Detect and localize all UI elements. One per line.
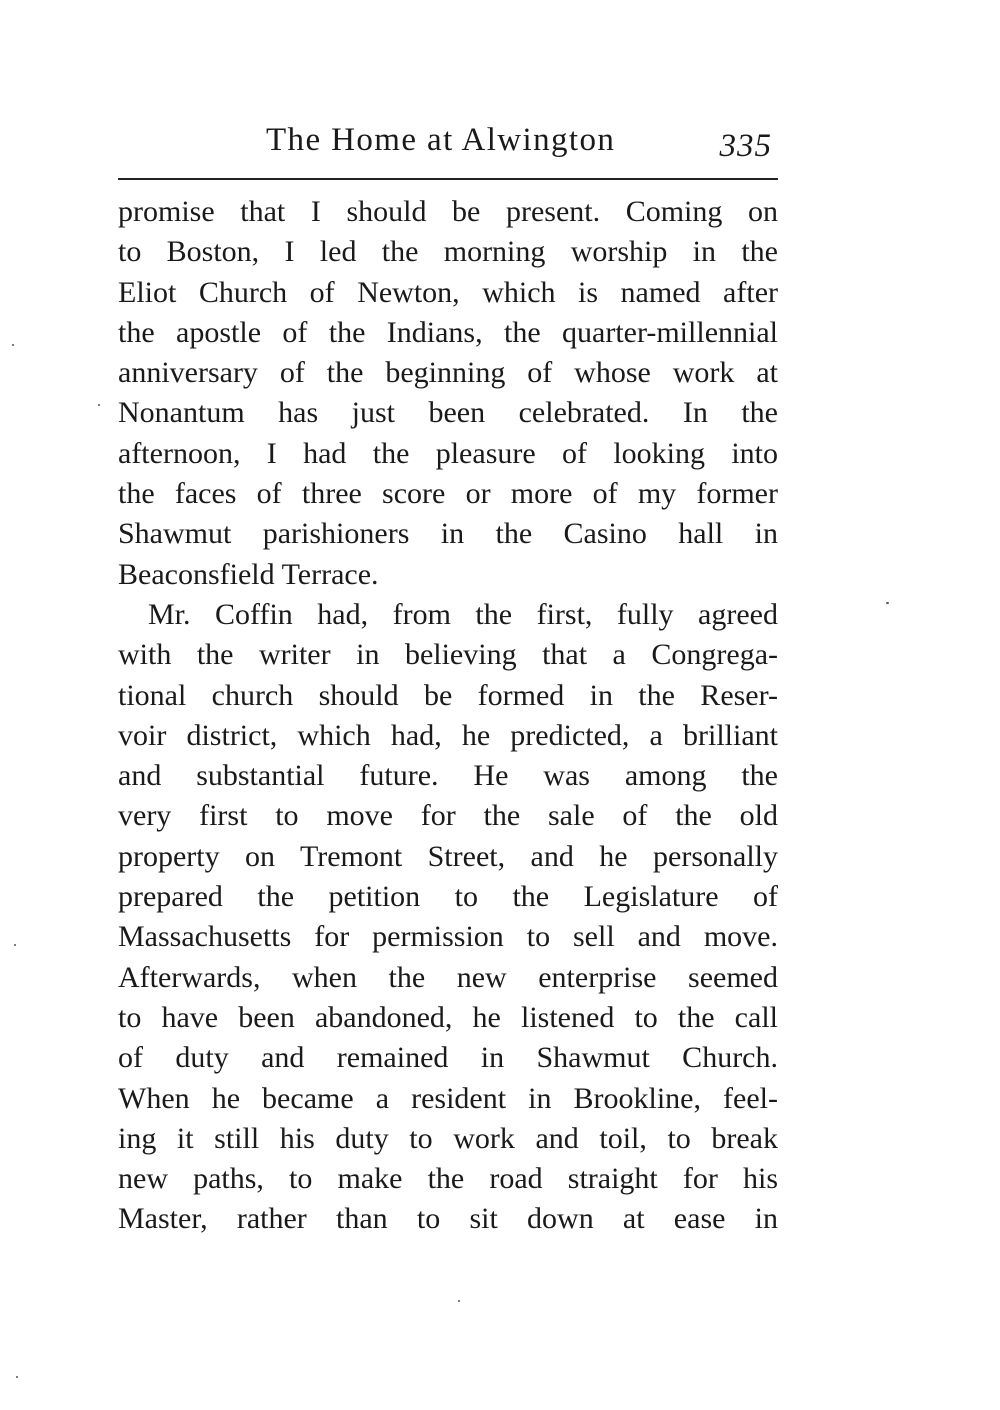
text-line: property on Tremont Street, and he personally: [118, 839, 778, 873]
text-line: Afterwards, when the new enterprise seemed: [118, 960, 778, 994]
print-speck: [16, 1376, 18, 1378]
text-line: new paths, to make the road straight for his: [118, 1162, 778, 1196]
text-line: Nonantum has just been celebrated. In the: [118, 396, 778, 430]
text-line: tional church should be formed in the Reser-: [118, 678, 778, 712]
text-line: prepared the petition to the Legislature of: [118, 880, 778, 914]
text-line: Master, rather than to sit down at ease in: [118, 1202, 778, 1236]
text-line: voir district, which had, he predicted, a brilliant: [118, 718, 778, 752]
text-line: the faces of three score or more of my former: [118, 477, 778, 511]
text-line: afternoon, I had the pleasure of looking into: [118, 436, 778, 470]
text-line: to have been abandoned, he listened to the call: [118, 1000, 778, 1034]
text-line: anniversary of the beginning of whose work at: [118, 356, 778, 390]
text-line: very first to move for the sale of the old: [118, 799, 778, 833]
text-line: promise that I should be present. Coming on: [118, 195, 778, 228]
print-speck: [886, 602, 889, 604]
print-speck: [98, 404, 100, 406]
body-text: [118, 192, 778, 1240]
text-line: to Boston, I led the morning worship in the: [118, 235, 778, 269]
text-line: Massachusetts for permission to sell and move.: [118, 920, 778, 954]
running-head-title: The Home at Alwington: [266, 122, 616, 158]
text-line: ing it still his duty to work and toil, to break: [118, 1121, 778, 1155]
text-line: Beaconsfield Terrace.: [118, 557, 379, 591]
header-rule: [118, 178, 778, 180]
page-number: 335: [719, 128, 772, 164]
running-head: [118, 118, 780, 174]
print-speck: [12, 344, 14, 346]
text-line: with the writer in believing that a Congrega-: [118, 638, 778, 672]
text-line: of duty and remained in Shawmut Church.: [118, 1041, 778, 1075]
text-line: Shawmut parishioners in the Casino hall in: [118, 517, 778, 551]
print-speck: [458, 1300, 460, 1302]
print-speck: [14, 944, 16, 946]
text-line: Eliot Church of Newton, which is named after: [118, 275, 778, 309]
text-line: When he became a resident in Brookline, feel-: [118, 1081, 778, 1115]
text-line: Mr. Coffin had, from the first, fully agreed: [148, 597, 778, 631]
text-line: and substantial future. He was among the: [118, 759, 778, 793]
text-line: the apostle of the Indians, the quarter-millennial: [118, 315, 778, 349]
